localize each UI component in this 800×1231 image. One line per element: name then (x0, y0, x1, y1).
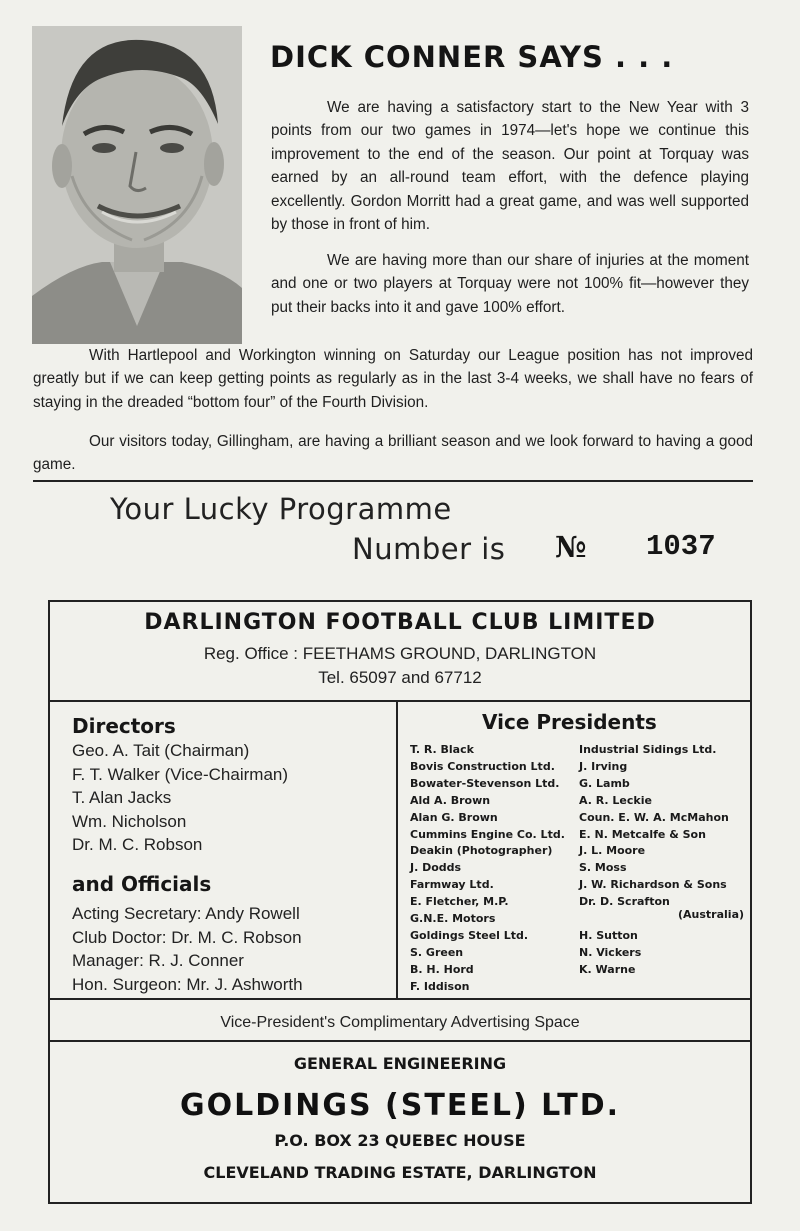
directors-list (72, 739, 288, 857)
article-paragraph: We are having more than our share of injuries at the moment and one or two players at Torquay were not 100% fit—however they put their backs into it and gave 100% effort. (271, 252, 749, 316)
vice-president-entry: E. N. Metcalfe & Son (579, 827, 706, 841)
vice-president-entry: Ald A. Brown (410, 793, 491, 807)
vice-president-entry: S. Moss (579, 861, 627, 875)
vice-president-entry: Goldings Steel Ltd. (410, 928, 529, 942)
vice-president-entry: B. H. Hord (410, 962, 474, 976)
lucky-programme-label: Your Lucky Programme (110, 492, 452, 526)
director-name: Geo. A. Tait (Chairman) (72, 741, 250, 760)
club-name: DARLINGTON FOOTBALL CLUB LIMITED (144, 610, 656, 635)
article-paragraph: With Hartlepool and Workington winning on Saturday our League position has not improved greatly but if we can keep getting points as regularly as in the last 3-4 weeks, we shall have no fears of staying in the dreaded “bottom four” of the Fourth Division. (33, 347, 753, 411)
vice-president-entry: G.N.E. Motors (410, 912, 496, 926)
officials-heading: and Officials (72, 872, 212, 896)
article-paragraph: Our visitors today, Gillingham, are having a brilliant season and we look forward to having a good game. (33, 433, 753, 474)
advert-tagline: GENERAL ENGINEERING (293, 1054, 507, 1073)
vice-president-entry: S. Green (410, 945, 464, 959)
director-name: Wm. Nicholson (72, 811, 187, 831)
vice-president-entry: Coun. E. W. A. McMahon (579, 810, 729, 824)
lucky-number-value: 1037 (646, 530, 716, 563)
vice-president-entry: Industrial Sidings Ltd. (579, 743, 717, 756)
advert-company-name: GOLDINGS (STEEL) LTD. (179, 1088, 621, 1123)
australia-note: (Australia) (678, 908, 745, 921)
director-name: Dr. M. C. Robson (72, 835, 203, 854)
article-paragraph: We are having a satisfactory start to the New Year with 3 points from our two games in 1974—let's hope we continue this improvement to the end of the season. Our point at Torquay was earned by an all-round team effort, with the defence playing excellently. Gordon Morritt had a great game, and was well supported by those in front of him. (271, 99, 749, 234)
vice-president-entry: T. R. Black (410, 743, 474, 756)
director-name: T. Alan Jacks (72, 788, 172, 807)
vice-president-entry: E. Fletcher, M.P. (410, 895, 509, 909)
vice-president-entry: G. Lamb (579, 776, 630, 790)
box-divider (50, 700, 750, 702)
article-headline: DICK CONNER SAYS . . . (270, 40, 674, 74)
club-telephone: Tel. 65097 and 67712 (318, 668, 482, 687)
officials-list (72, 902, 303, 996)
column-divider (396, 702, 398, 998)
vice-president-entry: J. Irving (579, 759, 628, 773)
advert-address-line-1: P.O. BOX 23 QUEBEC HOUSE (274, 1131, 526, 1150)
vice-presidents-column-1 (410, 742, 565, 996)
lucky-number-label: Number is (352, 532, 506, 566)
vice-president-entry: A. R. Leckie (579, 793, 652, 807)
vice-president-entry: Dr. D. Scrafton (579, 895, 670, 909)
registered-office: Reg. Office : FEETHAMS GROUND, DARLINGTON (203, 644, 597, 663)
vice-president-entry: J. Dodds (410, 861, 462, 875)
vice-presidents-heading: Vice Presidents (482, 710, 657, 734)
director-name: F. T. Walker (Vice-Chairman) (72, 764, 289, 784)
vice-president-entry: Farmway Ltd. (410, 878, 494, 892)
vice-president-entry: Bowater-Stevenson Ltd. (410, 776, 560, 790)
vice-president-entry: Cummins Engine Co. Ltd. (410, 827, 565, 841)
vice-president-entry: Deakin (Photographer) (410, 844, 553, 858)
vice-president-entry: H. Sutton (579, 928, 638, 942)
section-divider (33, 480, 753, 482)
box-divider (50, 1040, 750, 1042)
vice-president-entry: K. Warne (579, 962, 636, 976)
numero-symbol: № (555, 530, 587, 564)
official-entry: Club Doctor: Dr. M. C. Robson (72, 927, 302, 947)
official-entry: Acting Secretary: Andy Rowell (72, 904, 300, 923)
vice-president-entry: Bovis Construction Ltd. (410, 759, 555, 773)
vice-president-entry: J. W. Richardson & Sons (579, 878, 727, 892)
manager-portrait-photo (32, 26, 242, 344)
vice-presidents-column-2 (579, 742, 729, 979)
club-info-box (48, 600, 752, 1204)
official-entry: Hon. Surgeon: Mr. J. Ashworth (72, 974, 303, 994)
official-entry: Manager: R. J. Conner (72, 951, 244, 970)
vice-president-entry: J. L. Moore (579, 844, 646, 858)
complimentary-space-caption: Vice-President's Complimentary Advertising Space (220, 1014, 580, 1031)
box-divider (50, 998, 750, 1000)
vice-president-entry: F. Iddison (410, 979, 470, 993)
vice-president-entry: N. Vickers (579, 945, 642, 959)
directors-heading: Directors (72, 714, 176, 738)
advert-address-line-2: CLEVELAND TRADING ESTATE, DARLINGTON (203, 1163, 597, 1182)
vice-president-entry: Alan G. Brown (410, 810, 498, 824)
